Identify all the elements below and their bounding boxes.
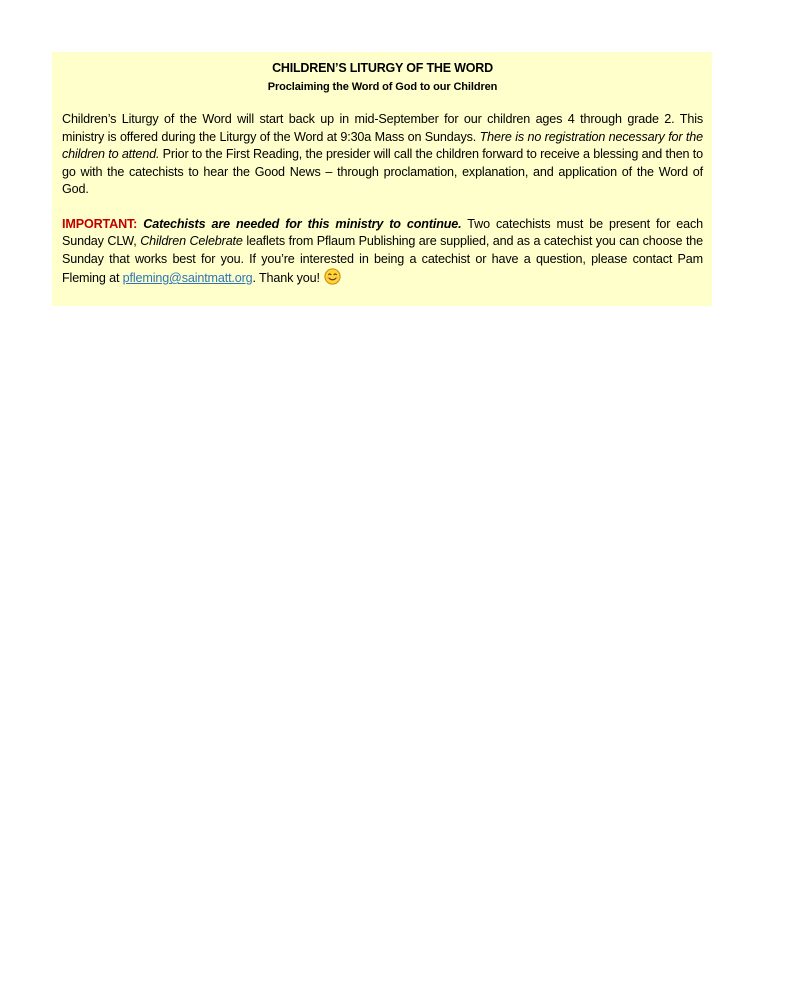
important-label: IMPORTANT: bbox=[62, 216, 138, 231]
catechist-paragraph bbox=[62, 216, 703, 291]
intro-text-1: Children’s Liturgy of the Word will start back up in mid-September for our children ages 4 through grade 2. This ministry is offered during the Liturgy of the Word at 9:30a Mass on Sundays. bbox=[62, 112, 703, 144]
catechist-text-2: leaflets from Pflaum Publishing are supplied, and as a catechist you can choose the Sunday that works best for you. If you’re interested in being a catechist or have a question, please contact Pam Fleming at bbox=[62, 234, 704, 285]
registration-note: There is no registration necessary for the children to attend. bbox=[62, 129, 703, 161]
intro-paragraph bbox=[62, 111, 703, 199]
intro-text-2: Prior to the First Reading, the presider will call the children forward to receive a blessing and then to go with the catechists to hear the Good News – through proclamation, explanation, and application of the Word of God. bbox=[62, 147, 703, 196]
thank-you-text: . Thank you! bbox=[252, 271, 320, 285]
catechist-text-1: Two catechists must be present for each Sunday CLW, bbox=[62, 216, 703, 248]
notice-subtitle: Proclaiming the Word of God to our Children bbox=[267, 81, 498, 93]
catechists-needed-emphasis: Catechists are needed for this ministry to continue. bbox=[143, 216, 462, 231]
notice-title: CHILDREN’S LITURGY OF THE WORD bbox=[272, 61, 493, 75]
contact-email-link[interactable]: pfleming@saintmatt.org bbox=[122, 271, 253, 285]
notice-box bbox=[52, 52, 712, 306]
smiley-face-icon bbox=[324, 268, 341, 291]
children-celebrate-title: Children Celebrate bbox=[140, 234, 243, 248]
